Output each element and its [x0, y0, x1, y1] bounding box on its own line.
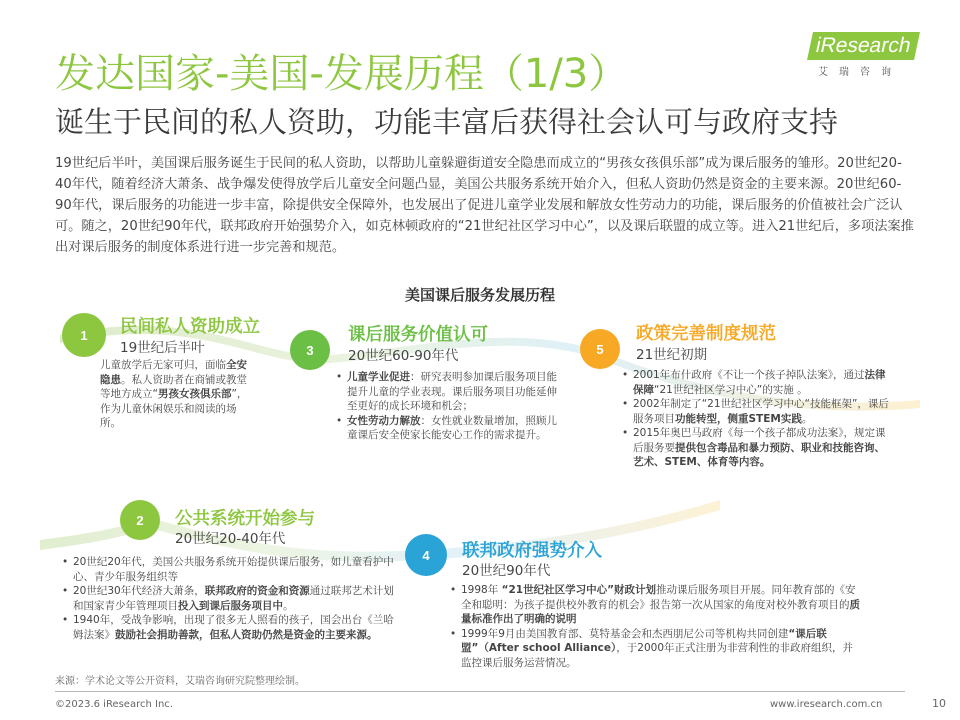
milestone-2-item-1: 20世纪20年代，美国公共服务系统开始提供课后服务，如儿童看护中心、青少年服务组织等: [73, 556, 394, 583]
milestone-4-title: 联邦政府强势介入: [462, 541, 602, 561]
milestone-5-item-3-a: 2015年奥巴马政府《每一个孩子都成功法案》，规定课后服务要: [633, 427, 886, 454]
milestone-5-item-2-b: 功能转型，侧重STEM实践: [675, 412, 802, 425]
milestone-2-list: [62, 555, 402, 642]
list-item: [622, 397, 892, 426]
logo-brand: iResearch: [807, 32, 919, 60]
iresearch-logo: [810, 30, 930, 85]
milestone-4-item-1-b: “21世纪社区学习中心”财政计划: [501, 584, 656, 596]
milestone-2-number-badge: 2: [120, 500, 160, 540]
milestone-1-text-3: 。私人资助者在商铺或教堂等地方成立“: [100, 373, 247, 400]
milestone-4-date: 20世纪90年代: [462, 563, 551, 579]
milestone-1-number-badge: 1: [62, 313, 106, 357]
milestone-5-item-1-c: “21世纪社区学习中心”的实施 。: [654, 383, 808, 396]
milestone-5-title: 政策完善制度规范: [636, 324, 776, 344]
milestone-2-item-3-b: 鼓励社会捐助善款，但私人资助仍然是资金的主要来源。: [115, 628, 378, 641]
milestone-1-text-5: ”，作为儿童休闲娱乐和阅读的场所。: [100, 388, 248, 429]
milestone-1-body: [100, 358, 255, 431]
milestone-4-number-badge: 4: [405, 534, 447, 576]
milestone-4-list: [450, 583, 860, 670]
list-item: [622, 426, 892, 470]
milestone-4-item-1-a: 1998年: [461, 584, 502, 596]
milestone-1-text-4: 男孩女孩俱乐部: [157, 388, 232, 400]
list-item: [336, 370, 566, 414]
intro-paragraph: 19世纪后半叶，美国课后服务诞生于民间的私人资助，以帮助儿童躲避街道安全隐患而成立的“男孩女孩俱乐部”成为课后服务的雏形。20世纪20-40年代，随着经济大萧条、战争爆发使得放学后儿童安全问题凸显，美国公共服务系统开始介入，但私人资助仍然是资金的主要来源。20世纪60-90年代，课后服务的功能进一步丰富，除提供安全保障外，也发展出了促进儿童学业发展和解放女性劳动力的功能，课后服务的价值被社会广泛认可。随之，20世纪90年代，联邦政府开始强势介入，如克林顿政府的“21世纪社区学习中心”，以及课后联盟的成立等。进入21世纪后，多项法案推出对课后服务的制度体系进行进一步完善和规范。: [55, 156, 914, 255]
milestone-1-text-2: 全安隐患: [100, 359, 247, 386]
milestone-3-item-2-bold: 女性劳动力解放: [347, 414, 421, 427]
milestone-5-item-1-a: 2001年布什政府《不让一个孩子掉队法案》，通过: [633, 369, 865, 381]
milestone-5-date: 21世纪初期: [636, 347, 708, 363]
footer-divider: [55, 691, 905, 692]
page-subtitle: 诞生于民间的私人资助，功能丰富后获得社会认可与政府支持: [55, 105, 839, 139]
milestone-2-item-3-a: 1940年，受战争影响，出现了很多无人照看的孩子，国会出台《兰哈姆法案》: [73, 614, 394, 641]
milestone-5-item-1-b: 法律保障: [633, 369, 886, 396]
page-title: 发达国家-美国-发展历程（1/3）: [55, 51, 629, 97]
milestone-5-item-3-b: 提供包含毒品和暴力预防、职业和技能咨询、艺术、STEM、体育等内容。: [633, 441, 885, 468]
milestone-3-item-2-text: ：女性就业数量增加，照顾儿童课后安全使家长能安心工作的需求提升。: [347, 414, 557, 441]
list-item: [62, 613, 402, 642]
milestone-4-item-1-c: 推动课后服务项目开展。同年教育部的《安全和聪明：为孩子提供校外教育的机会》报告第一次从国家的角度对校外教育项目的: [461, 584, 856, 611]
milestone-2-item-2-a: 20世纪30年代经济大萧条，: [73, 585, 205, 597]
copyright-text: ©2023.6 iResearch Inc.: [55, 699, 173, 710]
milestone-5-item-2-c: 。: [801, 412, 813, 425]
website-url: www.iresearch.com.cn: [770, 699, 883, 710]
list-item: [622, 368, 892, 397]
milestone-3-item-1-bold: 儿童学业促进: [347, 371, 410, 383]
milestone-5-list: [622, 368, 892, 470]
milestone-5-item-2-a: 2002年制定了“21世纪社区学习中心“技能框架”，课后服务项目: [633, 398, 889, 425]
milestone-3-number-badge: 3: [290, 330, 330, 370]
list-item: [62, 555, 402, 584]
milestone-3-title: 课后服务价值认可: [348, 325, 488, 345]
source-note: 来源：学术论文等公开资料，艾瑞咨询研究院整理绘制。: [55, 676, 305, 687]
milestone-4-item-2-b: “课后联盟”（After school Alliance）: [461, 627, 827, 654]
milestone-2-date: 20世纪20-40年代: [175, 531, 286, 547]
milestone-2-item-2-c: 通过联邦艺术计划和国家青少年管理项目: [73, 585, 394, 612]
milestone-1-title: 民间私人资助成立: [120, 317, 260, 337]
milestone-3-date: 20世纪60-90年代: [348, 348, 459, 364]
milestone-2-item-2-e: 。: [283, 599, 294, 612]
milestone-3-item-1-text: ：研究表明参加课后服务项目能提升儿童的学业表现。课后服务项目功能延伸至更好的成长环境和机会；: [347, 371, 557, 412]
milestone-1-text-1: 儿童放学后无家可归，面临: [100, 359, 226, 371]
milestone-3-list: [336, 370, 566, 443]
list-item: [450, 583, 860, 627]
milestone-4-item-2-a: 1999年9月由美国教育部、莫特基金会和杰西朋尼公司等机构共同创建: [461, 627, 789, 640]
logo-subtext: 艾瑞咨询: [818, 67, 902, 78]
milestone-5-number-badge: 5: [580, 329, 620, 369]
milestone-2-item-2-b: 联邦政府的资金和资源: [204, 585, 310, 597]
milestone-1-date: 19世纪后半叶: [120, 340, 205, 356]
milestone-4-item-2-c: ，于2000年正式注册为非营利性的非政府组织，并监控课后服务运营情况。: [461, 642, 854, 669]
milestone-4-item-1-d: 质量标准作出了明确的说明: [461, 598, 860, 625]
milestone-2-title: 公共系统开始参与: [175, 509, 315, 529]
timeline-title: 美国课后服务发展历程: [404, 286, 555, 304]
list-item: [450, 627, 860, 671]
list-item: [336, 414, 566, 443]
milestone-2-item-2-d: 投入到课后服务项目中: [178, 599, 283, 612]
page-number: 10: [932, 697, 946, 710]
list-item: [62, 584, 402, 613]
